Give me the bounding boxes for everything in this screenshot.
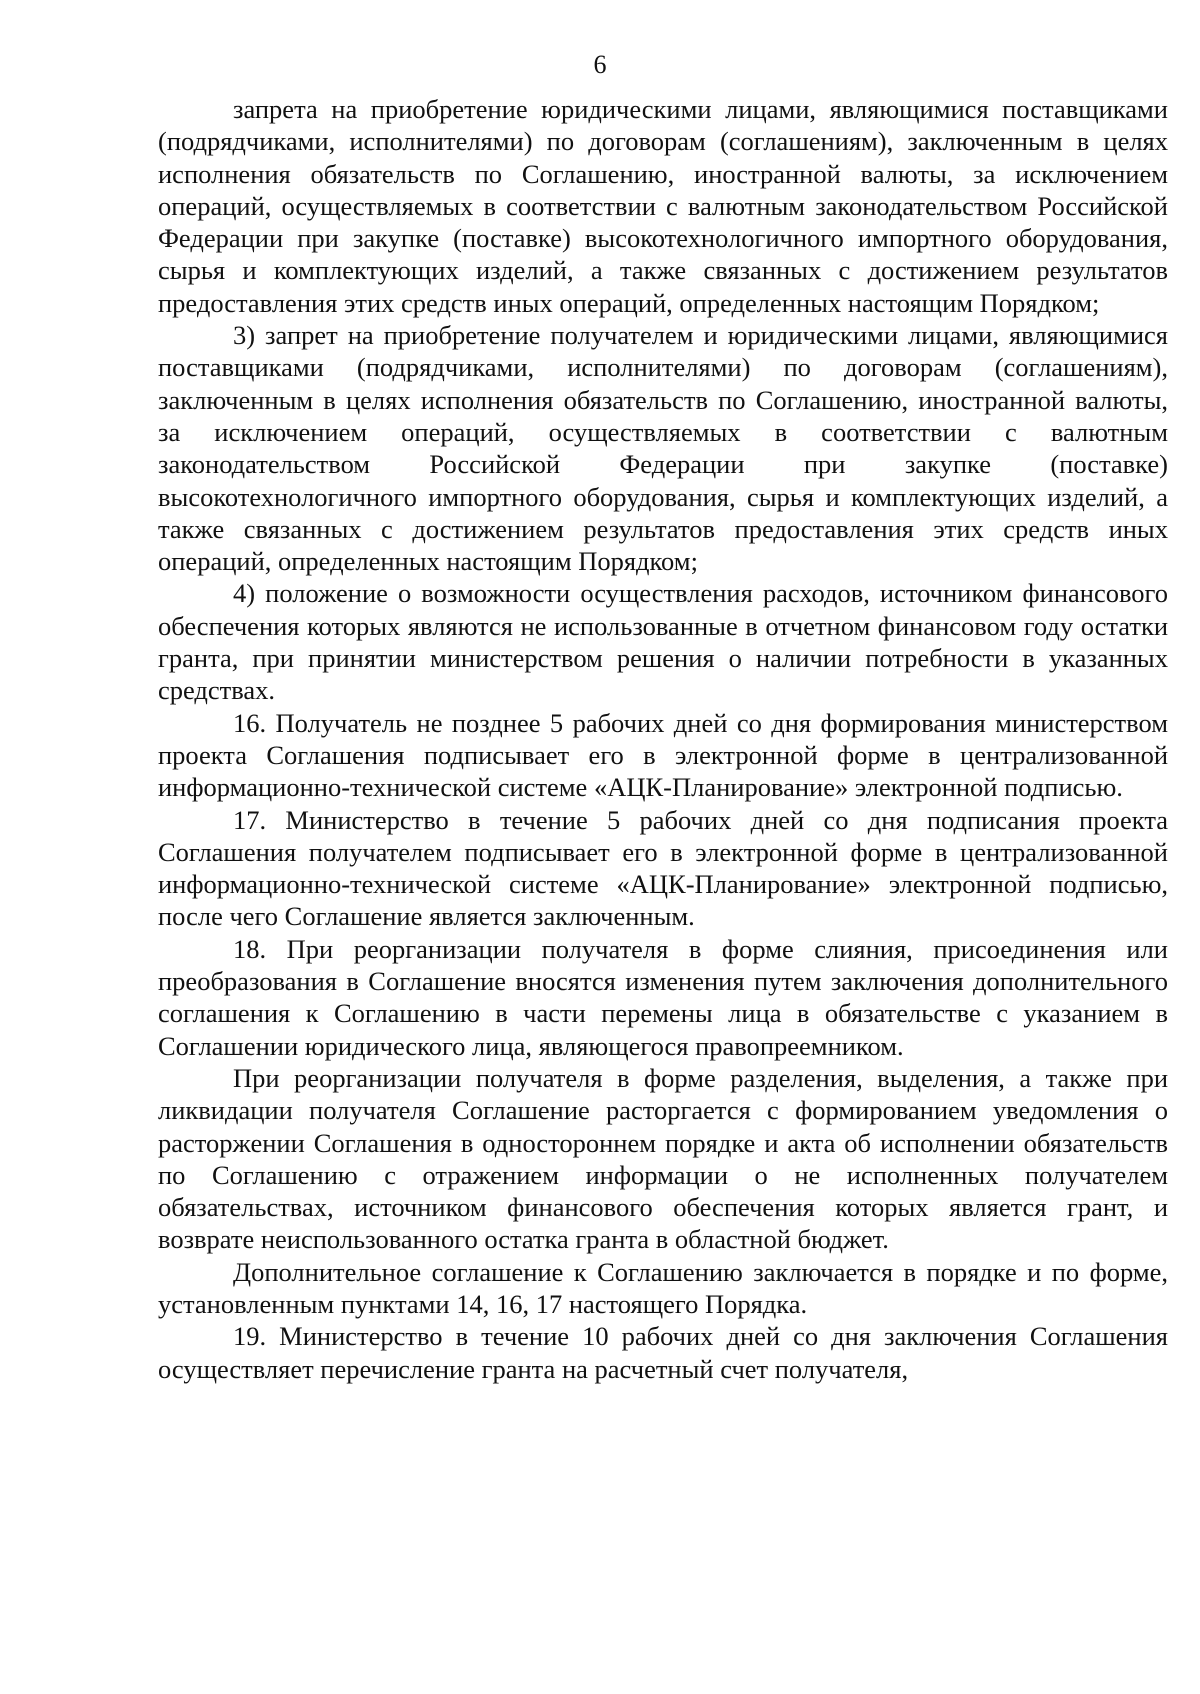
page-number: 6	[593, 50, 607, 79]
paragraph-clause-17: 17. Министерство в течение 5 рабочих дней со дня подписания проекта Соглашения получателем подписывает его в электронной форме в централизованной информационно-технической системе «АЦК-Планирование» электронной подписью, после чего Соглашение является заключенным.	[158, 804, 1168, 932]
paragraph-item-4: 4) положение о возможности осуществления расходов, источником финансового обеспечения которых являются не использованные в отчетном финансовом году остатки гранта, при принятии министерством решения о наличии потребности в указанных средствах.	[158, 578, 1168, 706]
paragraph-clause-16: 16. Получатель не позднее 5 рабочих дней со дня формирования министерством проекта Соглашения подписывает его в электронной форме в централизованной информационно-технической системе «АЦК-Планирование» электронной подписью.	[158, 707, 1168, 803]
paragraph-continuation: запрета на приобретение юридическими лицами, являющимися поставщиками (подрядчиками, исполнителями) по договорам (соглашениям), заключенным в целях исполнения обязательств по Соглашению, иностранной валюты, за исключением операций, осуществляемых в соответствии с валютным законодательством Российской Федерации при закупке (поставке) высокотехнологичного импортного оборудования, сырья и комплектующих изделий, а также связанных с достижением результатов предоставления этих средств иных операций, определенных настоящим Порядком;	[158, 94, 1168, 318]
paragraph-item-3: 3) запрет на приобретение получателем и юридическими лицами, являющимися поставщиками (подрядчиками, исполнителями) по договорам (соглашениям), заключенным в целях исполнения обязательств по Соглашению, иностранной валюты, за исключением операций, осуществляемых в соответствии с валютным законодательством Российской Федерации при закупке (поставке) высокотехнологичного импортного оборудования, сырья и комплектующих изделий, а также связанных с достижением результатов предоставления этих средств иных операций, определенных настоящим Порядком;	[158, 320, 1168, 577]
paragraph-clause-19: 19. Министерство в течение 10 рабочих дней со дня заключения Соглашения осуществляет перечисление гранта на расчетный счет получателя,	[158, 1321, 1168, 1384]
document-body	[158, 93, 1168, 1385]
paragraph-additional-agreement: Дополнительное соглашение к Соглашению заключается в порядке и по форме, установленным пунктами 14, 16, 17 настоящего Порядка.	[158, 1256, 1168, 1319]
paragraph-reorganization: При реорганизации получателя в форме разделения, выделения, а также при ликвидации получателя Соглашение расторгается с формированием уведомления о расторжении Соглашения в одностороннем порядке и акта об исполнении обязательств по Соглашению с отражением информации о не исполненных получателем обязательствах, источником финансового обеспечения которых является грант, и возврате неиспользованного остатка гранта в областной бюджет.	[158, 1062, 1168, 1255]
paragraph-clause-18: 18. При реорганизации получателя в форме слияния, присоединения или преобразования в Соглашение вносятся изменения путем заключения дополнительного соглашения к Соглашению в части перемены лица в обязательстве с указанием в Соглашении юридического лица, являющегося правопреемником.	[158, 933, 1168, 1061]
